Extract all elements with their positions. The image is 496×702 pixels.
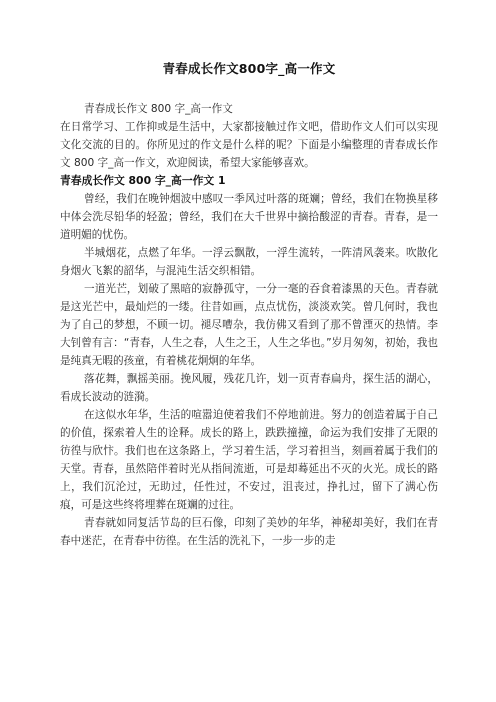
intro-paragraph: 在日常学习、工作抑或是生活中，大家都接触过作文吧，借助作文人们可以实现文化交流的目的。你所见过的作文是什么样的呢？下面是小编整理的青春成长作文 800 字_高一作文，欢迎阅读，希望大家能够喜欢。 xyxy=(60,121,438,169)
paragraph: 曾经，我们在晚钟烟波中感叹一季风过叶落的斑斓；曾经，我们在物换星移中体会洗尽铅华的轻盈；曾经，我们在大千世界中摘拾酸涩的青春。青春，是一道明媚的忧伤。 xyxy=(60,193,438,241)
paragraph: 一道光芒，划破了黑暗的寂静孤守，一分一毫的吞食着漆黑的天色。青春就是这光芒中，最灿烂的一缕。往昔如画，点点忧伤，淡淡欢笑。曾几何时，我也为了自己的梦想，不顾一切。褪尽嘈杂，我仿佛又看到了那不曾湮灭的热情。李大钊曾有言：“青春，人生之春，人生之王，人生之华也。”岁月匆匆，初始，我也是纯真无暇的孩童，有着桃花炯炯的年华。 xyxy=(60,283,438,367)
document-subtitle: 青春成长作文 800 字_高一作文 xyxy=(84,103,233,115)
section-heading: 青春成长作文 800 字_高一作文 1 xyxy=(60,174,226,187)
paragraph: 半城烟花，点燃了年华。一浮云飘散，一浮生流转，一阵清风袭来。吹散化身烟火飞絮的韶华，与混沌生活交织相错。 xyxy=(60,247,438,277)
document-body xyxy=(60,100,438,550)
document-title: 青春成长作文800字_高一作文 xyxy=(162,61,336,76)
paragraph: 在这似水年华，生活的喧嚣迫使着我们不停地前进。努力的创造着属于自己的价值，探索着人生的诠释。成长的路上，跌跌撞撞，命运为我们安排了无限的彷徨与欣忭。我们也在这条路上，学习着生活，学习着担当，刻画着属于我们的天堂。青春，虽然陪伴着时光从指间流逝，可是却蓦延出不灭的火光。成长的路上，我们沉沦过，无助过，任性过，不安过，沮丧过，挣扎过，留下了满心伤痕，可是这些终将埋葬在斑斓的过往。 xyxy=(60,409,438,511)
paragraph: 落花舞，飘摇美丽。挽风履，残花几许，划一页青春扁舟，探生活的湖心，看成长波动的涟漪。 xyxy=(60,373,438,403)
paragraph: 青春就如同复活节岛的巨石像，印刻了美妙的年华，神秘却美好，我们在青春中迷茫，在青春中彷徨。在生活的洗礼下，一步一步的走 xyxy=(60,517,438,547)
